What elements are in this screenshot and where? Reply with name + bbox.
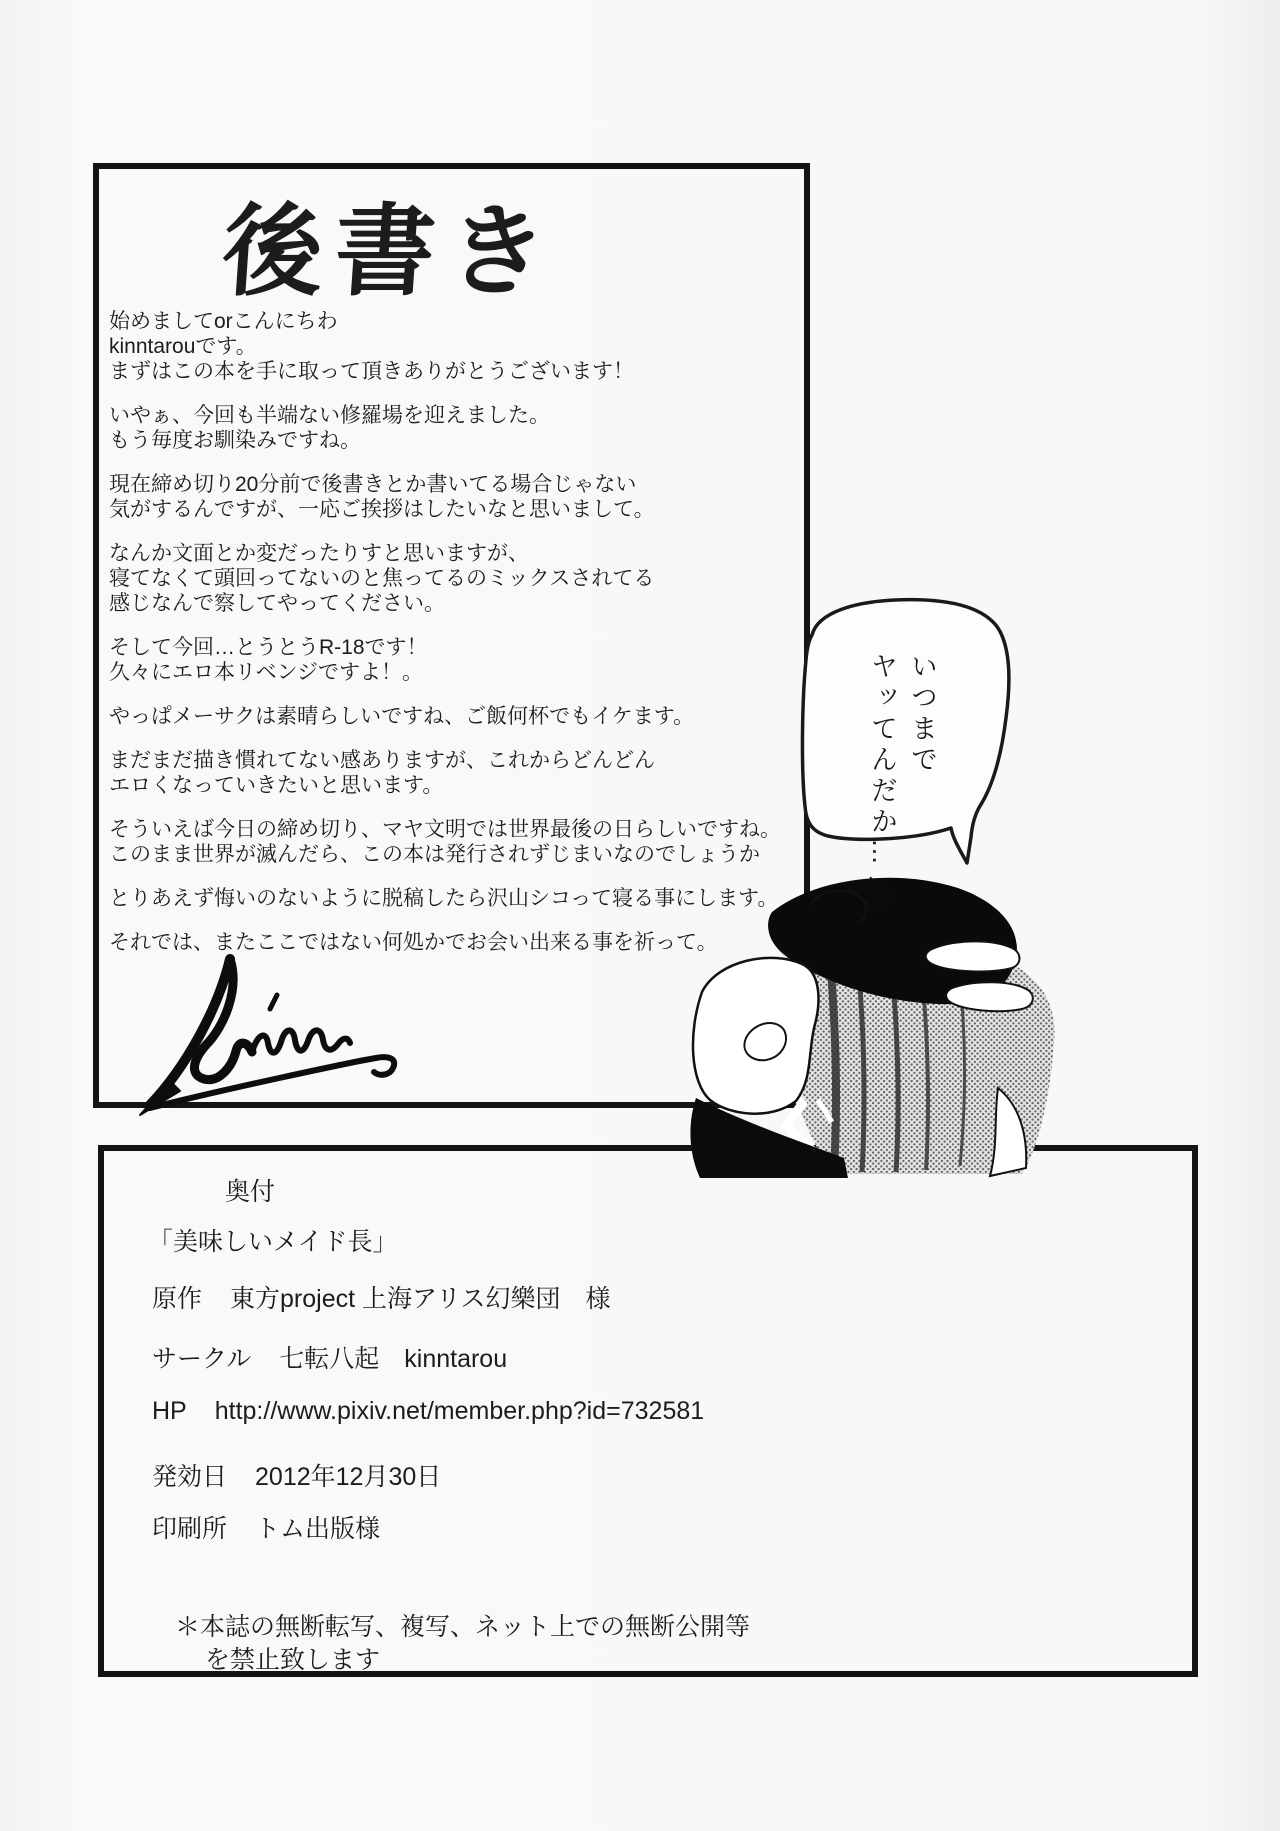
afterword-line: やっぱメーサクは素晴らしいですね、ご飯何杯でもイケます。 [109,705,695,728]
afterword-title: 後書き [218,192,564,310]
colophon-row-issue-date [152,1457,441,1493]
afterword-line: 久々にエロ本リベンジですよ！。 [109,661,424,684]
afterword-line: このまま世界が滅んだら、この本は発行されずじまいなのでしょうか [109,843,760,866]
afterword-line: そういえば今日の締め切り、マヤ文明では世界最後の日らしいですね。 [109,818,781,841]
colophon-label: 発効日 [152,1463,228,1491]
colophon-value: 2012年12月30日 [255,1463,442,1491]
colophon-value: 東方project 上海アリス幻樂団 様 [230,1285,611,1313]
colophon-value: 七転八起 kinntarou [279,1345,508,1373]
afterword-line: まだまだ描き慣れてない感ありますが、これからどんどん [109,749,655,772]
colophon-row-circle [152,1339,507,1375]
colophon-row-printer [152,1509,380,1545]
author-signature-graphic [100,945,420,1130]
afterword-line: 気がするんですが、一応ご挨拶はしたいなと思いまして。 [109,498,655,521]
afterword-line: なんか文面とか変だったりすと思いますが、 [109,542,529,565]
colophon-row-homepage [152,1397,704,1426]
afterword-line: 始めましてorこんにちわ [109,310,338,333]
afterword-line: いやぁ、今回も半端ない修羅場を迎えました。 [109,404,550,427]
afterword-line: もう毎度お馴染みですね。 [109,429,361,452]
colophon-row-original [152,1279,611,1315]
colophon-heading: 奥付 [225,1178,276,1206]
colophon-label: HP [152,1397,187,1425]
colophon-value: トム出版様 [255,1515,381,1543]
afterword-line: まずはこの本を手に取って頂きありがとうございます！ [109,360,634,383]
doujin-title: 「美味しいメイド長」 [148,1228,398,1256]
speech-bubble-text [850,652,942,882]
bubble-text-column: ヤッてんだか… [867,652,897,869]
afterword-line: それでは、またここではない何処かでお会い出来る事を祈って。 [109,931,718,954]
afterword-paragraph [109,403,781,453]
copyright-notice-line: ＊本誌の無断転写、複写、ネット上での無断公開等 [175,1614,751,1641]
copyright-notice [175,1611,750,1677]
afterword-line: エロくなっていきたいと思います。 [109,774,444,797]
colophon-label: 原作 [152,1285,203,1313]
afterword-paragraph [109,472,781,522]
afterword-paragraph [109,309,781,384]
afterword-line: kinntarouです。 [109,335,257,358]
colophon-label: サークル [152,1345,252,1373]
afterword-line: 寝てなくて頭回ってないのと焦ってるのミックスされてる [109,567,655,590]
bubble-text-column: いつまで [907,652,937,776]
colophon-box [98,1145,1198,1677]
afterword-line: 現在締め切り20分前で後書きとか書いてる場合じゃない [109,473,637,496]
colophon-label: 印刷所 [152,1515,228,1543]
afterword-line: とりあえず悔いのないように脱稿したら沢山シコって寝る事にします。 [109,887,779,910]
afterword-line: そして今回…とうとうR-18です！ [109,636,428,659]
copyright-notice-line: を禁止致します [205,1647,381,1674]
colophon-value: http://www.pixiv.net/member.php?id=732581 [214,1397,705,1425]
afterword-line: 感じなんで察してやってください。 [109,592,445,615]
